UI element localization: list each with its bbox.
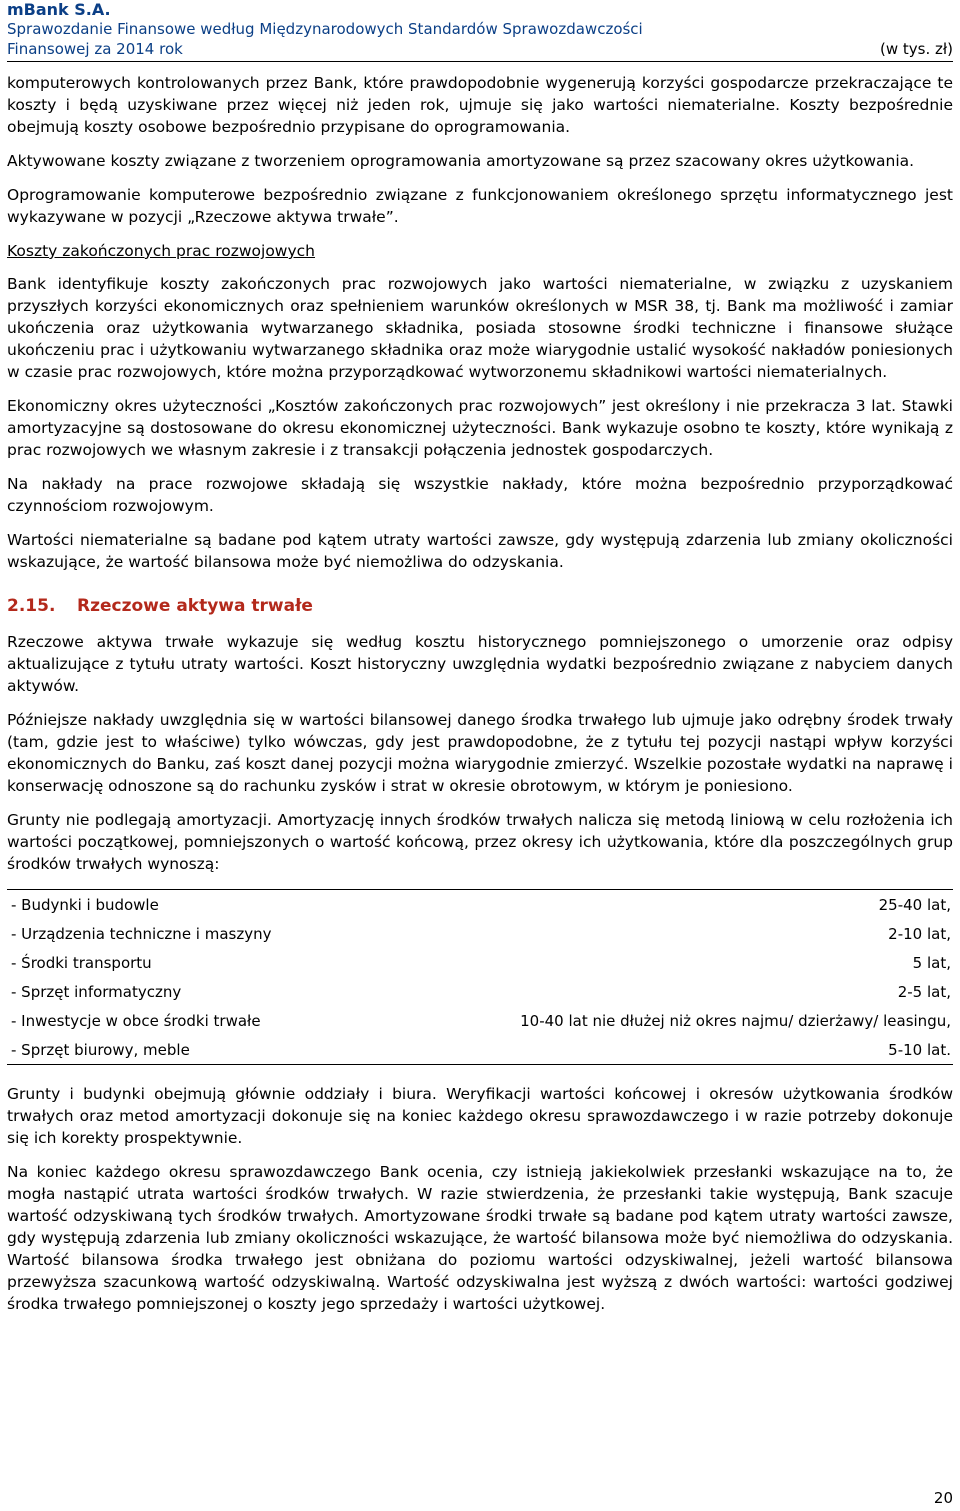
section-number: 2.15.: [7, 596, 56, 616]
paragraph: Ekonomiczny okres użyteczności „Kosztów zakończonych prac rozwojowych” jest określony i nie przekracza 3 lat. Stawki amortyzacyjne są dostosowane do okresu ekonomicznej użyteczności. Bank wykazuje osobno te koszty, które wynikają z prac rozwojowych we własnym zakresie i z transakcji połączenia jednostek gospodarczych.: [7, 397, 953, 459]
paragraph: Bank identyfikuje koszty zakończonych prac rozwojowych jako wartości niematerialne, w związku z uzyskaniem przyszłych korzyści ekonomicznych oraz spełnieniem warunków określonych w MSR 38, tj. Bank ma możliwość i zamiar ukończenia oraz użytkowania wytwarzanego składnika, posiada stosowne środki techniczne i finansowe służące ukończeniu prac i użytkowaniu wytwarzanego składnika oraz może wiarygodnie ustalić wysokość nakładów poniesionych w czasie prac rozwojowych, które można przyporządkować wytworzonemu składnikowi wartości niematerialnych.: [7, 275, 953, 381]
asset-group: - Sprzęt biurowy, meble: [11, 1040, 190, 1059]
section-title: Rzeczowe aktywa trwałe: [77, 596, 313, 616]
table-row: [7, 919, 953, 948]
page-header: [7, 0, 953, 59]
paragraph: Rzeczowe aktywa trwałe wykazuje się według kosztu historycznego pomniejszonego o umorzenie oraz odpisy aktualizujące z tytułu utraty wartości. Koszt historyczny uwzględnia wydatki bezpośrednio związane z nabyciem danych aktywów.: [7, 633, 953, 695]
section-heading: [7, 595, 953, 617]
table-row: [7, 890, 953, 920]
report-subtitle: Finansowej za 2014 rok: [7, 40, 183, 58]
depreciation-period: 2-5 lat,: [897, 982, 951, 1001]
paragraph: Późniejsze nakłady uwzględnia się w wartości bilansowej danego środka trwałego lub ujmuje jako odrębny środek trwały (tam, gdzie jest to właściwe) tylko wówczas, gdy jest prawdopodobne, że z tytułu tej pozycji nastąpi wpływ korzyści ekonomicznych do Banku, zaś koszt danej pozycji można wiarygodnie zmierzyć. Wszelkie pozostałe wydatki na naprawę i konserwację odnoszone są do rachunku zysków i strat w okresie obrotowym, w którym je poniesiono.: [7, 711, 953, 795]
table-row: [7, 1006, 953, 1035]
currency-unit: (w tys. zł): [880, 40, 953, 58]
depreciation-period: 2-10 lat,: [888, 924, 951, 943]
paragraph: komputerowych kontrolowanych przez Bank, które prawdopodobnie wygenerują korzyści gospodarcze przekraczające te koszty i będą uzyskiwane przez więcej niż jeden rok, ujmuje się jako wartości niematerialne. Koszty bezpośrednie obejmują koszty osobowe bezpośrednio przypisane do oprogramowania.: [7, 74, 953, 136]
paragraph: Na koniec każdego okresu sprawozdawczego Bank ocenia, czy istnieją jakiekolwiek przesłanki wskazujące na to, że mogła nastąpić utrata wartości środków trwałych. W razie stwierdzenia, że przesłanki takie występują, Bank szacuje wartość odzyskiwaną tych środków trwałych. Amortyzowane środki trwałe są badane pod kątem utraty wartości zawsze, gdy występują zdarzenia lub zmiany okoliczności wskazujące, że wartość bilansowa może być niemożliwa do odzyskania. Wartość bilansowa środka trwałego jest obniżana do poziomu wartości odzyskiwalnej, jeżeli wartość bilansowa przewyższa szacunkową wartość odzyskiwalną. Wartość odzyskiwalna jest wyższą z dwóch wartości: wartości godziwej środka trwałego pomniejszonej o koszty jego sprzedaży i wartości użytkowej.: [7, 1163, 953, 1313]
table-row: [7, 948, 953, 977]
report-title: Sprawozdanie Finansowe według Międzynarodowych Standardów Sprawozdawczości: [7, 20, 643, 38]
paragraph: Wartości niematerialne są badane pod kątem utraty wartości zawsze, gdy występują zdarzenia lub zmiany okoliczności wskazujące, że wartość bilansowa może być niemożliwa do odzyskania.: [7, 531, 953, 571]
depreciation-period: 25-40 lat,: [878, 895, 951, 914]
depreciation-period: 5 lat,: [912, 953, 951, 972]
asset-group: - Sprzęt informatyczny: [11, 982, 182, 1001]
paragraph: Aktywowane koszty związane z tworzeniem oprogramowania amortyzowane są przez szacowany okres użytkowania.: [7, 152, 915, 170]
subheading: Koszty zakończonych prac rozwojowych: [7, 242, 315, 260]
asset-group: - Urządzenia techniczne i maszyny: [11, 924, 272, 943]
table-row: [7, 1035, 953, 1065]
header-divider: [7, 61, 953, 62]
asset-group: - Inwestycje w obce środki trwałe: [11, 1011, 261, 1030]
page-number: 20: [933, 1489, 953, 1507]
document-body: [7, 72, 953, 1327]
useful-life-table: [7, 889, 953, 1065]
company-name: mBank S.A.: [7, 0, 111, 19]
paragraph: Na nakłady na prace rozwojowe składają się wszystkie nakłady, które można bezpośrednio przyporządkować czynnościom rozwojowym.: [7, 475, 953, 515]
paragraph: Grunty i budynki obejmują głównie oddziały i biura. Weryfikacji wartości końcowej i okresów użytkowania środków trwałych oraz metod amortyzacji dokonuje się na koniec każdego okresu sprawozdawczego i w razie potrzeby dokonuje się ich korekty prospektywnie.: [7, 1085, 953, 1147]
table-row: [7, 977, 953, 1006]
asset-group: - Budynki i budowle: [11, 895, 159, 914]
depreciation-period: 10-40 lat nie dłużej niż okres najmu/ dzierżawy/ leasingu,: [520, 1011, 951, 1030]
paragraph: Grunty nie podlegają amortyzacji. Amortyzację innych środków trwałych nalicza się metodą liniową w celu rozłożenia ich wartości początkowej, pomniejszonych o wartość końcową, przez okresy ich użytkowania, które dla poszczególnych grup środków trwałych wynoszą:: [7, 811, 953, 873]
asset-group: - Środki transportu: [11, 953, 152, 972]
header-row: [7, 39, 953, 59]
paragraph: Oprogramowanie komputerowe bezpośrednio związane z funkcjonowaniem określonego sprzętu informatycznego jest wykazywane w pozycji „Rzeczowe aktywa trwałe”.: [7, 186, 953, 226]
depreciation-period: 5-10 lat.: [888, 1040, 951, 1059]
